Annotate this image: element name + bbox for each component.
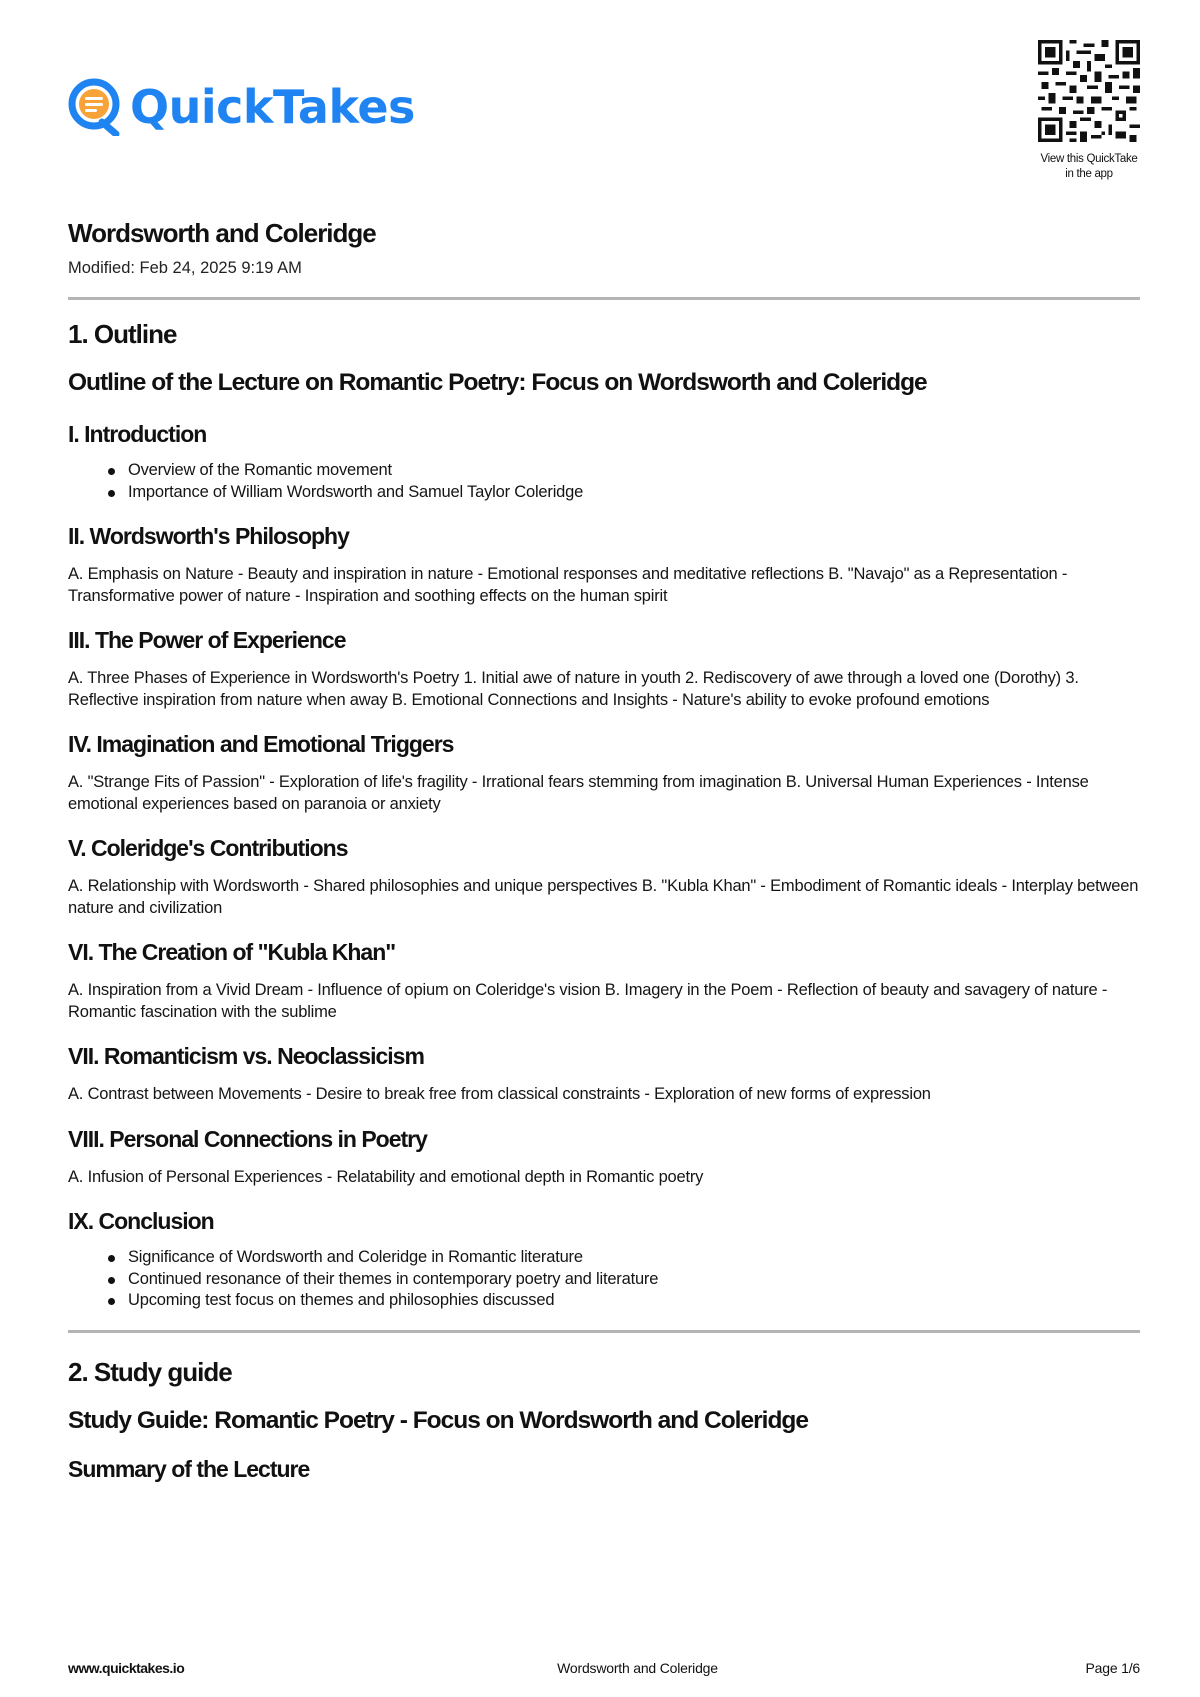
outline-part-heading: VII. Romanticism vs. Neoclassicism: [68, 1043, 424, 1069]
outline-part-heading: IV. Imagination and Emotional Triggers: [68, 731, 454, 757]
footer-website-link[interactable]: www.quicktakes.io: [68, 1660, 185, 1676]
outline-part-text: A. Infusion of Personal Experiences - Relatability and emotional depth in Romantic poetry: [68, 1167, 704, 1186]
outline-part-text: A. Inspiration from a Vivid Dream - Influence of opium on Coleridge's vision B. Imagery in the Poem - Reflection of beauty and savagery of nature - Romantic fascination with the sublime: [68, 981, 1108, 1021]
qr-caption-line-2: in the app: [1065, 168, 1113, 180]
outline-part-heading: III. The Power of Experience: [68, 627, 346, 653]
outline-part-text: A. "Strange Fits of Passion" - Exploration of life's fragility - Irrational fears stemming from imagination B. Universal Human Experiences - Intense emotional experiences based on paranoia or anxiety: [68, 773, 1089, 813]
list-item: Continued resonance of their themes in contemporary poetry and literature: [128, 1269, 1143, 1291]
divider: [68, 1330, 1140, 1333]
outline-part-heading: I. Introduction: [68, 421, 207, 447]
quicktakes-logo[interactable]: [68, 78, 415, 136]
outline-part-heading: V. Coleridge's Contributions: [68, 835, 348, 861]
divider: [68, 297, 1140, 300]
qr-code-icon[interactable]: [1038, 40, 1140, 142]
outline-part-text: A. Contrast between Movements - Desire to break free from classical constraints - Exploration of new forms of expression: [68, 1085, 931, 1103]
list-item: Significance of Wordsworth and Coleridge in Romantic literature: [128, 1247, 1143, 1269]
outline-part-heading: IX. Conclusion: [68, 1208, 214, 1234]
footer-page-number: Page 1/6: [1085, 1660, 1140, 1676]
section-heading-study-guide: 2. Study guide: [68, 1356, 232, 1387]
outline-part-heading: VIII. Personal Connections in Poetry: [68, 1125, 427, 1152]
modified-date: Modified: Feb 24, 2025 9:19 AM: [68, 259, 302, 277]
document-content: [68, 315, 1143, 1485]
outline-part-heading: VI. The Creation of "Kubla Khan": [68, 939, 396, 965]
outline-part-text: A. Three Phases of Experience in Wordsworth's Poetry 1. Initial awe of nature in youth 2. Rediscovery of awe through a loved one (Dorothy) 3. Reflective inspiration from nature when away B. Emotional Connections and Insights - Nature's ability to evoke profound emotions: [68, 669, 1079, 709]
outline-part-text: A. Relationship with Wordsworth - Shared philosophies and unique perspectives B. "Kubla Khan" - Embodiment of Romantic ideals - Interplay between nature and civilization: [68, 877, 1139, 917]
brand-name: QuickTakes: [130, 80, 415, 134]
bullet-list: [68, 1247, 1143, 1312]
qr-caption-line-1: View this QuickTake: [1040, 153, 1138, 165]
quicktakes-logo-icon: [68, 78, 122, 136]
footer-document-name: Wordsworth and Coleridge: [557, 1660, 718, 1676]
study-guide-section-heading: Summary of the Lecture: [68, 1455, 310, 1482]
outline-part-text: A. Emphasis on Nature - Beauty and inspiration in nature - Emotional responses and meditative reflections B. "Navajo" as a Representation - Transformative power of nature - Inspiration and soothing effects on the human spirit: [68, 565, 1068, 605]
study-guide-subtitle: Study Guide: Romantic Poetry - Focus on Wordsworth and Coleridge: [68, 1406, 809, 1434]
document-title: Wordsworth and Coleridge: [68, 218, 376, 248]
list-item: Upcoming test focus on themes and philosophies discussed: [128, 1290, 1143, 1312]
bullet-list: [68, 460, 1143, 503]
qr-caption: [1014, 152, 1164, 182]
list-item: Overview of the Romantic movement: [128, 460, 1143, 482]
outline-part-heading: II. Wordsworth's Philosophy: [68, 523, 349, 549]
list-item: Importance of William Wordsworth and Samuel Taylor Coleridge: [128, 482, 1143, 504]
outline-subtitle: Outline of the Lecture on Romantic Poetry: Focus on Wordsworth and Coleridge: [68, 369, 927, 396]
section-heading-outline: 1. Outline: [68, 319, 177, 349]
